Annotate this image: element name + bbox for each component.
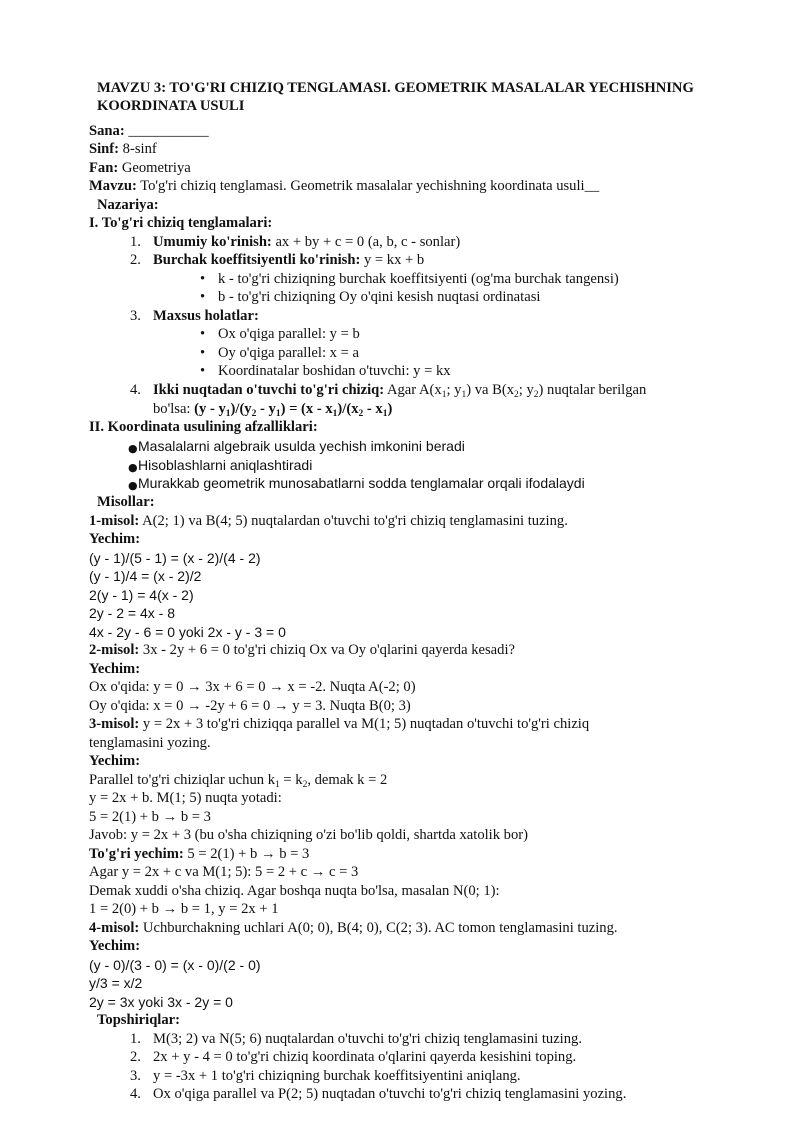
class-label: Sinf: (89, 141, 120, 157)
correct-solution-label: To'g'ri yechim: (89, 846, 184, 862)
item-label: Burchak koeffitsiyentli ko'rinish: (153, 252, 361, 268)
example-label: 3-misol: (89, 716, 140, 732)
subscript: 2 (514, 390, 519, 400)
example-4-statement (89, 919, 618, 938)
item-text: bo'lsa: (153, 401, 191, 417)
bullet-icon: • (200, 326, 206, 342)
class-value: 8-sinf (122, 141, 157, 157)
two-point-formula-line (153, 400, 392, 419)
solution-line: Agar y = 2x + c va M(1; 5): 5 = 2 + c → c = 3 (89, 864, 359, 880)
list-item: Ox o'qiga parallel: y = b (218, 326, 360, 342)
solution-heading: Yechim: (89, 661, 141, 677)
subject-value: Geometriya (121, 160, 191, 176)
class-line (89, 140, 157, 159)
subscript: 1 (275, 780, 280, 790)
item-label: Umumiy ko'rinish: (153, 234, 272, 250)
bullet-icon: ● (128, 442, 138, 455)
solution-line: Javob: y = 2x + 3 (bu o'sha chiziqning o'zi bo'lib qoldi, shartda xatolik bor) (89, 827, 528, 843)
item-text: ; y (518, 382, 534, 398)
list-item: Oy o'qiga parallel: x = a (218, 345, 359, 361)
theory-item-slope-form (153, 251, 424, 270)
theory-item-general-form (153, 233, 460, 252)
examples-heading: Misollar: (97, 494, 155, 510)
example-label: 1-misol: (89, 513, 140, 529)
page-title: MAVZU 3: TO'G'RI CHIZIQ TENGLAMASI. GEOMETRIK MASALALAR YECHISHNING KOORDINATA USULI (97, 80, 694, 114)
formula-part: - y (256, 401, 276, 417)
solution-line (89, 771, 387, 790)
subscript: 1 (275, 409, 281, 419)
bullet-icon: ● (128, 461, 138, 474)
list-item: k - to'g'ri chiziqning burchak koeffitsiyenti (og'ma burchak tangensi) (218, 271, 619, 287)
subscript: 2 (358, 409, 364, 419)
list-number: 1. (130, 1031, 141, 1047)
theory-heading: Nazariya: (97, 197, 159, 213)
task-item: 2x + y - 4 = 0 to'g'ri chiziq koordinata o'qlarini qayerda kesishini toping. (153, 1049, 577, 1065)
formula-part: (y - y (194, 401, 226, 417)
item-label: Ikki nuqtadan o'tuvchi to'g'ri chiziq: (153, 382, 385, 398)
solution-line: (y - 0)/(3 - 0) = (x - 0)/(2 - 0) (89, 957, 261, 973)
example-label: 4-misol: (89, 920, 140, 936)
date-label: Sana: (89, 123, 125, 139)
solution-line: (y - 1)/(5 - 1) = (x - 2)/(4 - 2) (89, 550, 261, 566)
bullet-icon: • (200, 345, 206, 361)
item-text: ; y (446, 382, 462, 398)
solution-line: (y - 1)/4 = (x - 2)/2 (89, 568, 202, 584)
formula-part: )/(x (337, 401, 359, 417)
topic-label: Mavzu: (89, 178, 137, 194)
formula-part: - x (363, 401, 383, 417)
solution-line: 5 = 2(1) + b → b = 3 (89, 809, 211, 825)
formula-part: ) = (x - x (280, 401, 333, 417)
list-number: 4. (130, 382, 141, 398)
solution-line: y/3 = x/2 (89, 975, 143, 991)
example-label: 2-misol: (89, 642, 140, 658)
example-text: Uchburchakning uchlari A(0; 0), B(4; 0), C(2; 3). AC tomon tenglamasini tuzing. (142, 920, 618, 936)
subscript: 1 (225, 409, 231, 419)
item-text: y = kx + b (363, 252, 425, 268)
two-point-formula (194, 401, 392, 417)
subject-label: Fan: (89, 160, 119, 176)
solution-line: 2y = 3x yoki 3x - 2y = 0 (89, 994, 233, 1010)
bullet-icon: • (200, 271, 206, 287)
solution-line: Demak xuddi o'sha chiziq. Agar boshqa nuqta bo'lsa, masalan N(0; 1): (89, 883, 500, 899)
list-number: 3. (130, 308, 141, 324)
section1-heading: I. To'g'ri chiziq tenglamalari: (89, 215, 273, 231)
subject-line (89, 159, 191, 178)
list-item: Hisoblashlarni aniqlashtiradi (138, 457, 313, 473)
date-line (89, 122, 209, 141)
solution-heading: Yechim: (89, 938, 141, 954)
subscript: 2 (251, 409, 257, 419)
solution-text: , demak k = 2 (307, 772, 388, 788)
example-2-statement (89, 641, 515, 660)
theory-item-two-points (153, 381, 646, 400)
subscript: 2 (533, 390, 539, 400)
task-item: Ox o'qiga parallel va P(2; 5) nuqtadan o'tuvchi to'g'ri chiziq tenglamasini yozing. (153, 1086, 627, 1102)
topic-line (89, 177, 599, 196)
subscript: 2 (302, 780, 308, 790)
list-number: 3. (130, 1068, 141, 1084)
solution-line: Ox o'qida: y = 0 → 3x + 6 = 0 → x = -2. Nuqta A(-2; 0) (89, 679, 416, 695)
bullet-icon: ● (128, 479, 138, 492)
list-number: 2. (130, 252, 141, 268)
task-item: M(3; 2) va N(5; 6) nuqtalardan o'tuvchi to'g'ri chiziq tenglamasini tuzing. (153, 1031, 582, 1047)
theory-item-special-cases: Maxsus holatlar: (153, 308, 259, 324)
formula-part: ) (387, 401, 393, 417)
list-item: Masalalarni algebraik usulda yechish imkonini beradi (138, 438, 465, 454)
solution-line: y = 2x + b. M(1; 5) nuqta yotadi: (89, 790, 282, 806)
item-text: ax + by + c = 0 (a, b, c - sonlar) (275, 234, 461, 250)
example-3-statement-cont: tenglamasini yozing. (89, 735, 211, 751)
list-item: Koordinatalar boshidan o'tuvchi: y = kx (218, 363, 451, 379)
item-text: ) va B(x (466, 382, 515, 398)
subscript: 1 (441, 390, 447, 400)
topic-value: To'g'ri chiziq tenglamasi. Geometrik masalalar yechishning koordinata usuli__ (140, 178, 600, 194)
solution-line: 2y - 2 = 4x - 8 (89, 605, 175, 621)
subscript: 1 (382, 409, 388, 419)
list-number: 4. (130, 1086, 141, 1102)
solution-text: Parallel to'g'ri chiziqlar uchun k (89, 772, 275, 788)
example-text: y = 2x + 3 to'g'ri chiziqqa parallel va M(1; 5) nuqtadan o'tuvchi to'g'ri chiziq (142, 716, 590, 732)
solution-line: Oy o'qida: x = 0 → -2y + 6 = 0 → y = 3. Nuqta B(0; 3) (89, 698, 411, 714)
solution-heading: Yechim: (89, 753, 141, 769)
list-number: 1. (130, 234, 141, 250)
subscript: 1 (461, 390, 467, 400)
example-1-statement (89, 512, 568, 531)
solution-line: 2(y - 1) = 4(x - 2) (89, 587, 194, 603)
solution-line: 4x - 2y - 6 = 0 yoki 2x - y - 3 = 0 (89, 624, 286, 640)
example-text: 3x - 2y + 6 = 0 to'g'ri chiziq Ox va Oy o'qlarini qayerda kesadi? (142, 642, 515, 658)
example-3-statement (89, 715, 589, 734)
solution-text: = k (279, 772, 303, 788)
solution-line: 1 = 2(0) + b → b = 1, y = 2x + 1 (89, 901, 279, 917)
bullet-icon: • (200, 289, 206, 305)
correct-solution-line (89, 845, 309, 864)
list-item: b - to'g'ri chiziqning Oy o'qini kesish nuqtasi ordinatasi (218, 289, 541, 305)
item-text: ) nuqtalar berilgan (538, 382, 647, 398)
list-number: 2. (130, 1049, 141, 1065)
list-item: Murakkab geometrik munosabatlarni sodda tenglamalar orqali ifodalaydi (138, 475, 585, 491)
formula-part: )/(y (230, 401, 252, 417)
solution-text: 5 = 2(1) + b → b = 3 (187, 846, 310, 862)
bullet-icon: • (200, 363, 206, 379)
tasks-heading: Topshiriqlar: (97, 1012, 180, 1028)
solution-heading: Yechim: (89, 531, 141, 547)
item-text: Agar A(x (386, 382, 442, 398)
task-item: y = -3x + 1 to'g'ri chiziqning burchak koeffitsiyentini aniqlang. (153, 1068, 521, 1084)
subscript: 1 (332, 409, 338, 419)
example-text: A(2; 1) va B(4; 5) nuqtalardan o'tuvchi to'g'ri chiziq tenglamasini tuzing. (142, 513, 568, 529)
section2-heading: II. Koordinata usulining afzalliklari: (89, 419, 318, 435)
date-value: ___________ (128, 123, 209, 139)
